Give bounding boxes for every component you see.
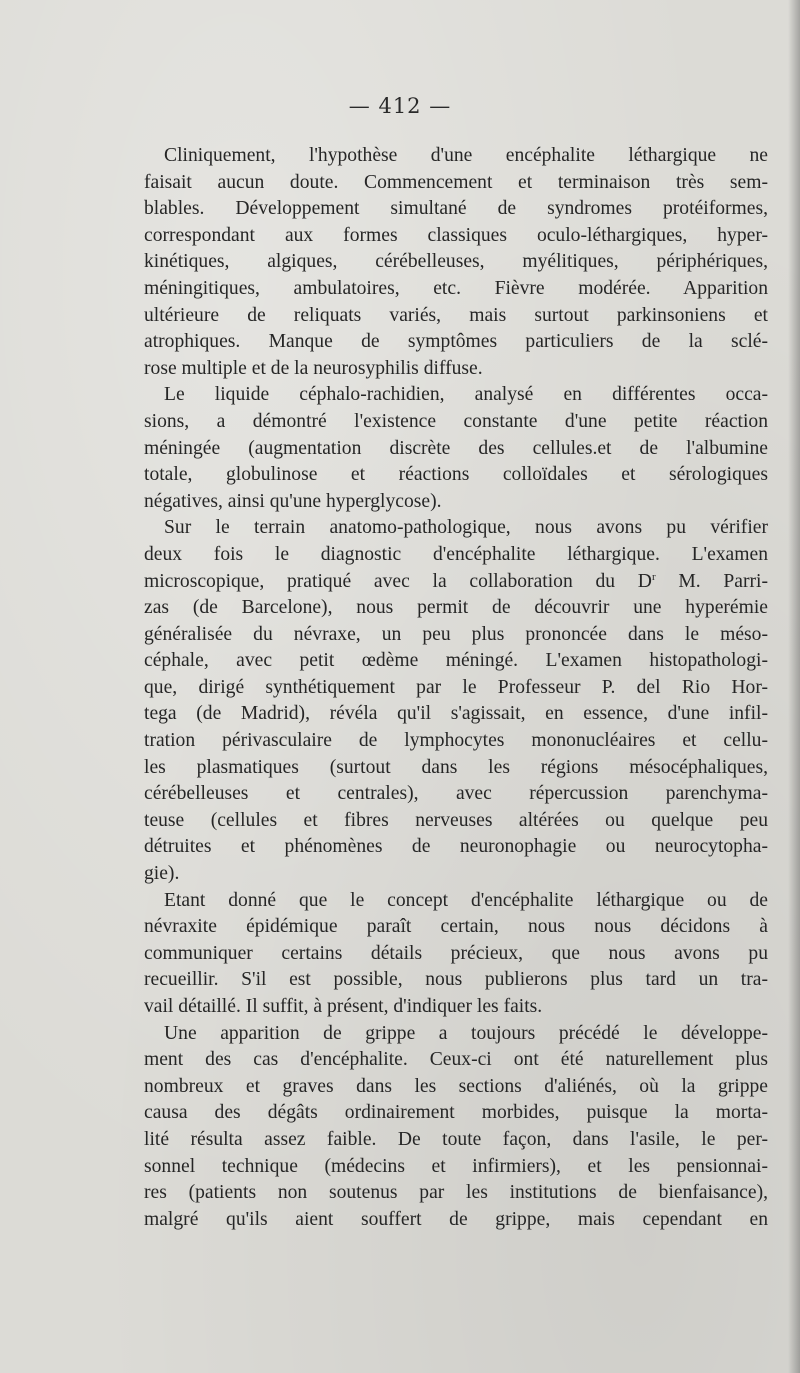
paragraph-1	[144, 143, 768, 382]
text-line-with-superscript	[144, 569, 768, 596]
text-line: lité résulta assez faible. De toute façon, dans l'asile, le per-	[144, 1128, 768, 1150]
text-line: correspondant aux formes classiques oculo-léthargiques, hyper-	[144, 224, 768, 246]
paragraph-4	[144, 888, 768, 1021]
text-line: ultérieure de reliquats variés, mais surtout parkinsoniens et	[144, 304, 768, 326]
text-line: Etant donné que le concept d'encéphalite léthargique ou de	[164, 889, 768, 911]
text-line: sions, a démontré l'existence constante d'une petite réaction	[144, 410, 768, 432]
text-line: détruites et phénomènes de neuronophagie ou neurocytopha-	[144, 836, 768, 858]
text-line: méningitiques, ambulatoires, etc. Fièvre modérée. Apparition	[144, 277, 768, 299]
text-line: ment des cas d'encéphalite. Ceux-ci ont été naturellement plus	[144, 1049, 768, 1071]
text-line: tration périvasculaire de lymphocytes mononucléaires et cellu-	[144, 730, 768, 752]
paragraph-2	[144, 382, 768, 515]
text-line: Le liquide céphalo-rachidien, analysé en différentes occa-	[164, 384, 768, 406]
text-line: causa des dégâts ordinairement morbides, puisque la morta-	[144, 1102, 768, 1124]
text-line: vail détaillé. Il suffit, à présent, d'indiquer les faits.	[144, 996, 543, 1017]
text-line: zas (de Barcelone), nous permit de découvrir une hyperémie	[144, 597, 768, 619]
text-line: Cliniquement, l'hypothèse d'une encéphalite léthargique ne	[164, 145, 768, 166]
text-line: généralisée du névraxe, un peu plus prononcée dans le méso-	[144, 623, 768, 645]
superscript: r	[651, 570, 656, 583]
text-line: nombreux et graves dans les sections d'aliénés, où la grippe	[144, 1075, 768, 1097]
text-line: kinétiques, algiques, cérébelleuses, myélitiques, périphériques,	[144, 251, 768, 273]
paragraph-5	[144, 1021, 768, 1234]
text-line: rose multiple et de la neurosyphilis diffuse.	[144, 357, 483, 379]
paragraph-3	[144, 515, 768, 887]
text-line: atrophiques. Manque de symptômes particuliers de la sclé-	[144, 331, 768, 353]
text-line: tega (de Madrid), révéla qu'il s'agissait, en essence, d'une infil-	[144, 703, 768, 725]
text-line: sonnel technique (médecins et infirmiers), et les pensionnai-	[144, 1155, 768, 1177]
page-edge-shadow	[788, 0, 800, 1373]
text-line: gie).	[144, 863, 180, 885]
text-line: Une apparition de grippe a toujours précédé le développe-	[164, 1022, 768, 1044]
text-line: névraxite épidémique paraît certain, nous nous décidons à	[144, 916, 768, 938]
page-number: — 412 —	[348, 94, 452, 118]
text-line: cérébelleuses et centrales), avec répercussion parenchyma-	[144, 783, 768, 805]
text-line: deux fois le diagnostic d'encéphalite léthargique. L'examen	[144, 543, 768, 565]
text-line: malgré qu'ils aient souffert de grippe, mais cependant en	[144, 1208, 768, 1230]
text-line: méningée (augmentation discrète des cellules.et de l'albumine	[144, 437, 768, 459]
text-line: négatives, ainsi qu'une hyperglycose).	[144, 490, 442, 512]
text-line: blables. Développement simultané de syndromes protéiformes,	[144, 198, 768, 220]
text-fragment: M. Parri-	[655, 570, 769, 592]
text-line: que, dirigé synthétiquement par le Professeur P. del Rio Hor-	[144, 676, 768, 698]
text-line: res (patients non soutenus par les institutions de bienfaisance),	[144, 1182, 768, 1204]
text-line: communiquer certains détails précieux, que nous avons pu	[144, 942, 768, 964]
text-line: céphale, avec petit œdème méningé. L'examen histopathologi-	[144, 650, 768, 672]
text-line: teuse (cellules et fibres nerveuses altérées ou quelque peu	[144, 809, 768, 831]
text-line: faisait aucun doute. Commencement et terminaison très sem-	[144, 171, 768, 193]
text-line: les plasmatiques (surtout dans les régions mésocéphaliques,	[144, 756, 768, 778]
text-fragment: microscopique, pratiqué avec la collaboration du D	[144, 570, 652, 592]
text-line: recueillir. S'il est possible, nous publierons plus tard un tra-	[144, 969, 768, 991]
text-line: totale, globulinose et réactions colloïdales et sérologiques	[144, 464, 768, 486]
body-text	[144, 143, 768, 1233]
text-line: Sur le terrain anatomo-pathologique, nous avons pu vérifier	[164, 517, 768, 539]
